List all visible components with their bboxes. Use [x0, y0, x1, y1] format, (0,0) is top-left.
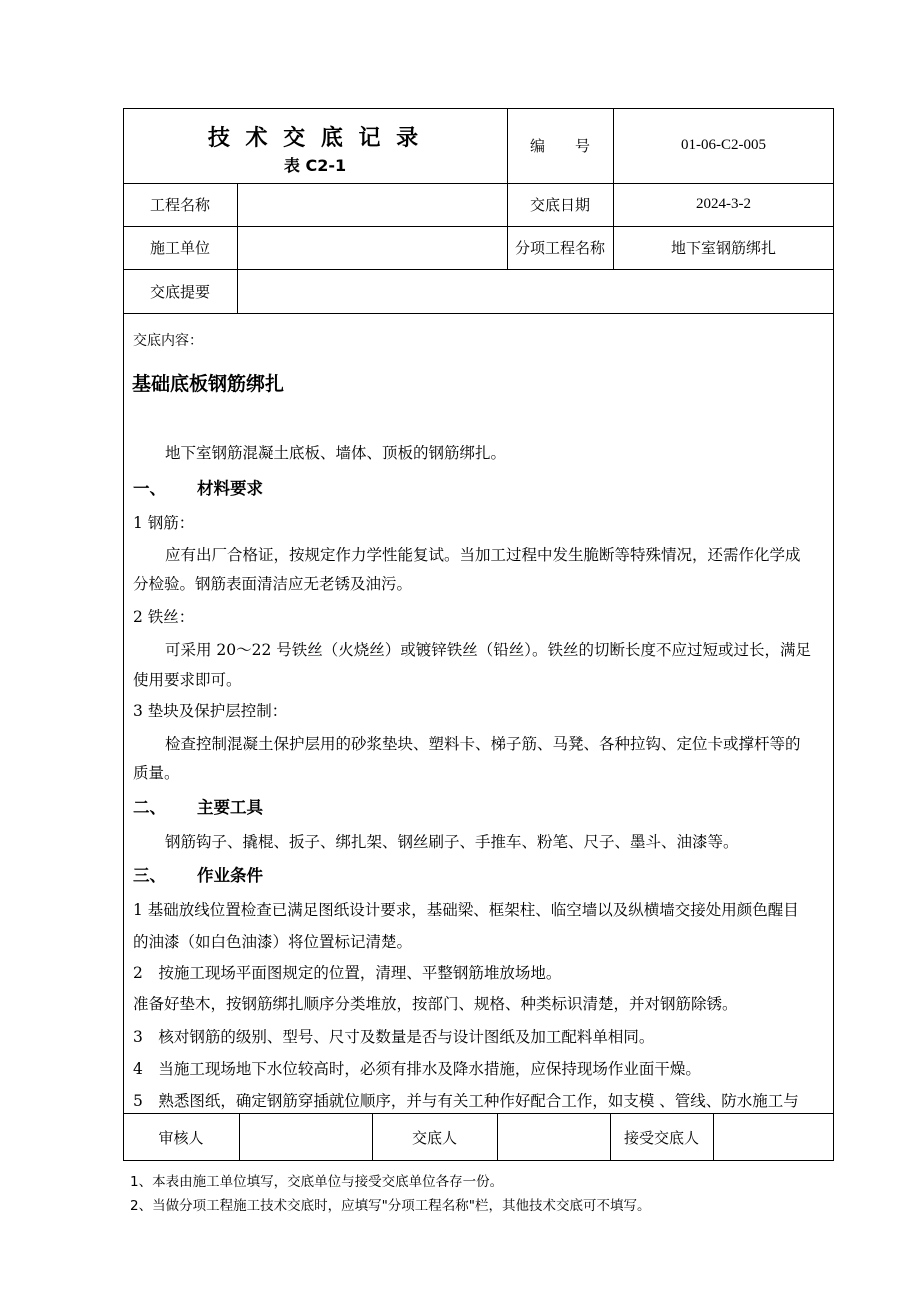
- text-line: 可采用 20～22 号铁丝（火烧丝）或镀锌铁丝（铅丝）。铁丝的切断长度不应过短或过长，满足: [165, 641, 812, 659]
- text-line: 4 当施工现场地下水位较高时，必须有排水及降水措施，应保持现场作业面干燥。: [133, 1060, 701, 1078]
- text-line: 3 核对钢筋的级别、型号、尺寸及数量是否与设计图纸及加工配料单相同。: [133, 1028, 655, 1046]
- text-line: 钢筋钩子、撬棍、扳子、绑扎架、钢丝刷子、手推车、粉笔、尺子、墨斗、油漆等。: [165, 833, 739, 851]
- number-label: 编 号: [529, 137, 590, 155]
- project-name-field[interactable]: [237, 183, 507, 226]
- text-line: 质量。: [133, 764, 180, 782]
- footnote: 2、当做分项工程施工技术交底时，应填写"分项工程名称"栏，其他技术交底可不填写。: [130, 1198, 651, 1214]
- text-line: 1 基础放线位置检查已满足图纸设计要求，基础梁、框架柱、临空墙以及纵横墙交接处用颜色醒目: [133, 901, 799, 919]
- text-line: 5 熟悉图纸，确定钢筋穿插就位顺序，并与有关工种作好配合工作，如支模 、管线、防水施工与: [133, 1092, 799, 1110]
- text-line: 分检验。钢筋表面清洁应无老锈及油污。: [133, 575, 413, 593]
- subproject-label: 分项工程名称: [514, 239, 605, 257]
- subproject-value: 地下室钢筋绑扎: [670, 239, 776, 257]
- text-line: 准备好垫木，按钢筋绑扎顺序分类堆放，按部门、规格、种类标识清楚，并对钢筋除锈。: [133, 995, 738, 1013]
- section-number: 二、: [133, 798, 166, 817]
- text-line: 应有出厂合格证，按规定作力学性能复试。当加工过程中发生脆断等特殊情况，还需作化学成: [165, 546, 801, 564]
- number-value: 01-06-C2-005: [681, 137, 766, 153]
- divider: [123, 313, 834, 314]
- form-title: 技 术 交 底 记 录: [207, 125, 423, 151]
- reviewer-label: 审核人: [158, 1128, 204, 1147]
- section-number: 三、: [133, 866, 166, 885]
- reviewer-field[interactable]: [239, 1113, 372, 1161]
- content-label: 交底内容：: [133, 333, 203, 349]
- text-line: 3 垫块及保护层控制：: [133, 702, 288, 720]
- date-label: 交底日期: [529, 196, 590, 214]
- section-heading: 材料要求: [197, 479, 263, 498]
- contractor-field[interactable]: [237, 226, 507, 269]
- summary-field[interactable]: [237, 269, 834, 313]
- discloser-label: 交底人: [411, 1128, 457, 1147]
- text-line: 使用要求即可。: [133, 671, 242, 689]
- receiver-label: 接受交底人: [623, 1128, 699, 1147]
- text-line: 的油漆（如白色油漆）将位置标记清楚。: [133, 933, 413, 951]
- text-line: 检查控制混凝土保护层用的砂浆垫块、塑料卡、梯子筋、马凳、各种拉钩、定位卡或撑杆等的: [165, 735, 801, 753]
- section-number: 一、: [133, 479, 166, 498]
- contractor-label: 施工单位: [149, 239, 210, 257]
- text-line: 2 铁丝：: [133, 608, 195, 626]
- discloser-field[interactable]: [497, 1113, 610, 1161]
- summary-label: 交底提要: [149, 282, 210, 301]
- section-heading: 主要工具: [197, 798, 263, 817]
- footnote: 1、本表由施工单位填写，交底单位与接受交底单位各存一份。: [130, 1174, 504, 1190]
- receiver-field[interactable]: [713, 1113, 834, 1161]
- content-title: 基础底板钢筋绑扎: [132, 373, 285, 395]
- date-value: 2024-3-2: [696, 196, 751, 212]
- project-name-label: 工程名称: [149, 196, 210, 214]
- text-line: 地下室钢筋混凝土底板、墙体、顶板的钢筋绑扎。: [165, 444, 507, 462]
- form-number: 表 C2-1: [283, 155, 347, 175]
- section-heading: 作业条件: [197, 866, 263, 885]
- text-line: 1 钢筋：: [133, 514, 195, 532]
- text-line: 2 按施工现场平面图规定的位置，清理、平整钢筋堆放场地。: [133, 964, 562, 982]
